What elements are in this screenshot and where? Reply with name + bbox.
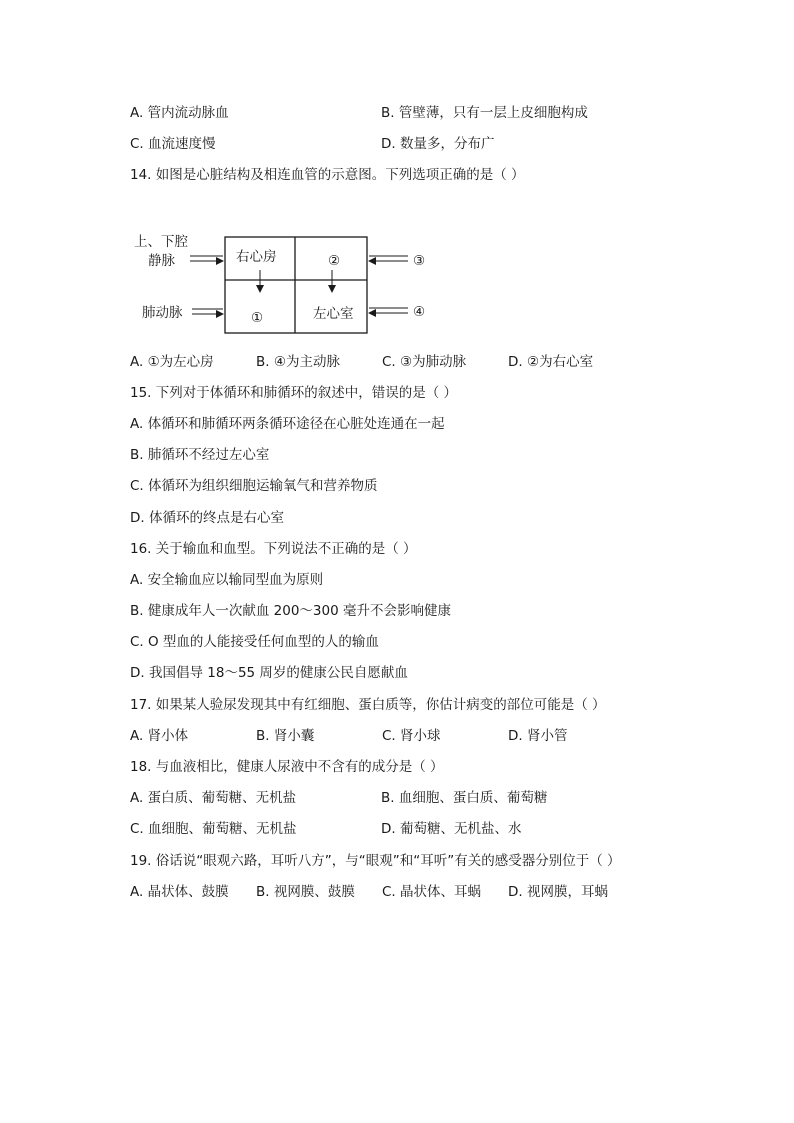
q17-option-a: A. 肾小体 bbox=[130, 728, 189, 744]
q17-stem: 17. 如果某人验尿发现其中有红细胞、蛋白质等，你估计病变的部位可能是（ ） bbox=[130, 697, 606, 713]
q19-option-c: C. 晶状体、耳蜗 bbox=[382, 884, 482, 900]
q18-option-b: B. 血细胞、蛋白质、葡萄糖 bbox=[381, 790, 548, 806]
arrow-pulmonary-artery bbox=[192, 309, 223, 314]
q19-option-a: A. 晶状体、鼓膜 bbox=[130, 884, 229, 900]
q15-option-a: A. 体循环和肺循环两条循环途径在心脏处连通在一起 bbox=[130, 416, 445, 432]
arrow-vessel-3 bbox=[369, 256, 408, 261]
q16-option-b: B. 健康成年人一次献血 200～300 毫升不会影响健康 bbox=[130, 603, 451, 619]
label-left-ventricle: 左心室 bbox=[313, 306, 354, 322]
q18-option-c: C. 血细胞、葡萄糖、无机盐 bbox=[130, 821, 297, 837]
q17-option-d: D. 肾小管 bbox=[508, 728, 568, 744]
q13-option-d: D. 数量多，分布广 bbox=[381, 136, 495, 152]
q14-option-a: A. ①为左心房 bbox=[130, 354, 214, 370]
q13-option-a: A. 管内流动脉血 bbox=[130, 105, 229, 121]
q19-option-b: B. 视网膜、鼓膜 bbox=[256, 884, 355, 900]
q18-stem: 18. 与血液相比，健康人尿液中不含有的成分是（ ） bbox=[130, 759, 444, 775]
q13-option-b: B. 管壁薄，只有一层上皮细胞构成 bbox=[381, 105, 588, 121]
q16-option-c: C. O 型血的人能接受任何血型的人的输血 bbox=[130, 634, 379, 650]
q14-option-d: D. ②为右心室 bbox=[508, 354, 594, 370]
q15-stem: 15. 下列对于体循环和肺循环的叙述中，错误的是（ ） bbox=[130, 385, 458, 401]
q15-option-d: D. 体循环的终点是右心室 bbox=[130, 510, 284, 526]
label-vena-cava-line1: 上、下腔 bbox=[134, 234, 188, 250]
q13-option-c: C. 血流速度慢 bbox=[130, 136, 216, 152]
q17-option-b: B. 肾小囊 bbox=[256, 728, 315, 744]
q18-option-d: D. 葡萄糖、无机盐、水 bbox=[381, 821, 522, 837]
q16-option-a: A. 安全输血应以输同型血为原则 bbox=[130, 572, 324, 588]
q14-stem: 14. 如图是心脏结构及相连血管的示意图。下列选项正确的是（ ） bbox=[130, 167, 525, 183]
arrow-vena-cava bbox=[190, 256, 223, 261]
marker-1: ① bbox=[251, 310, 264, 326]
label-right-atrium: 右心房 bbox=[236, 249, 277, 265]
q18-option-a: A. 蛋白质、葡萄糖、无机盐 bbox=[130, 790, 297, 806]
marker-2: ② bbox=[328, 253, 341, 269]
heart-diagram bbox=[130, 228, 450, 338]
q15-option-b: B. 肺循环不经过左心室 bbox=[130, 447, 270, 463]
arrow-vessel-4 bbox=[369, 308, 408, 313]
q16-option-d: D. 我国倡导 18～55 周岁的健康公民自愿献血 bbox=[130, 665, 408, 681]
q19-stem: 19. 俗话说“眼观六路，耳听八方”，与“眼观”和“耳听”有关的感受器分别位于（ ） bbox=[130, 853, 621, 869]
q17-option-c: C. 肾小球 bbox=[382, 728, 441, 744]
q15-option-c: C. 体循环为组织细胞运输氧气和营养物质 bbox=[130, 478, 378, 494]
q14-option-c: C. ③为肺动脉 bbox=[382, 354, 467, 370]
marker-3: ③ bbox=[413, 253, 426, 269]
marker-4: ④ bbox=[413, 304, 426, 320]
q16-stem: 16. 关于输血和血型。下列说法不正确的是（ ） bbox=[130, 541, 417, 557]
q14-option-b: B. ④为主动脉 bbox=[256, 354, 340, 370]
label-vena-cava-line2: 静脉 bbox=[148, 253, 175, 269]
label-pulmonary-artery: 肺动脉 bbox=[142, 305, 183, 321]
q19-option-d: D. 视网膜，耳蜗 bbox=[508, 884, 608, 900]
